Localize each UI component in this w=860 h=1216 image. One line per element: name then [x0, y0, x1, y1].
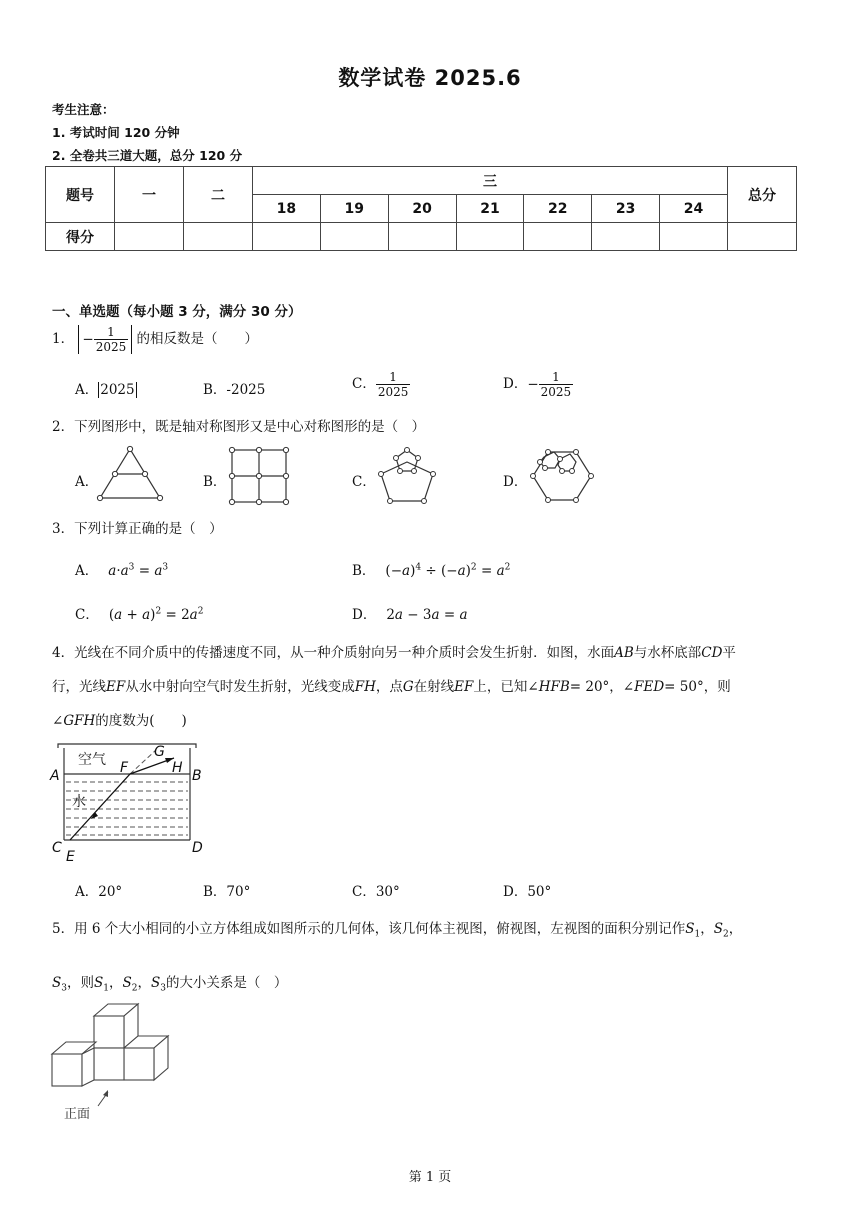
header-part1: 一 [115, 167, 184, 223]
score-cell[interactable] [660, 223, 728, 251]
notice-heading: 考生注意： [52, 102, 115, 117]
score-cell[interactable] [728, 223, 797, 251]
label-b: B [192, 768, 202, 784]
option-b[interactable]: B．70° [203, 884, 251, 900]
header-q18: 18 [253, 195, 321, 223]
option-a[interactable]: A． [75, 474, 99, 490]
option-a[interactable] [75, 378, 137, 398]
header-q24: 24 [660, 195, 728, 223]
option-a[interactable]: A．20° [75, 884, 123, 900]
label-e: E [66, 849, 75, 865]
notice-item: 2. 全卷共三道大题，总分 120 分 [52, 148, 243, 163]
label-front: 正面 [64, 1107, 91, 1122]
option-a[interactable]: A． $a\cdot a^3 = a^3$ [75, 562, 169, 579]
label-h: H [172, 760, 183, 776]
score-cell[interactable] [388, 223, 456, 251]
option-label: C． [75, 607, 99, 623]
option-c[interactable]: C． $(a + a)^2 = 2a^2$ [75, 606, 204, 623]
score-cell[interactable] [184, 223, 253, 251]
numerator: 1 [376, 370, 411, 385]
header-total: 总分 [728, 167, 797, 223]
header-q21: 21 [456, 195, 524, 223]
q5-line-1: 5．用 6 个大小相同的小立方体组成如图所示的几何体，该几何体主视图，俯视图，左视图的面积分别记作$S_1$，$S_2$， [52, 921, 743, 940]
q4-line-3: ∠GFH的度数为( ) [52, 713, 187, 729]
question-text: 的相反数是（ ） [136, 331, 259, 347]
figure-triangle [96, 445, 164, 503]
score-table [45, 166, 797, 251]
score-cell[interactable] [320, 223, 388, 251]
option-label: B． [352, 563, 376, 579]
score-cell[interactable] [253, 223, 321, 251]
q4-line-2: 行，光线EF从水中射向空气时发生折射，光线变成FH，点G在射线EF上，已知∠HFB= 20°，∠FED= 50°，则 [52, 679, 731, 695]
row-score-label: 得分 [46, 223, 115, 251]
score-cell[interactable] [115, 223, 184, 251]
q4-line-1: 4．光线在不同介质中的传播速度不同，从一种介质射向另一种介质时会发生折射．如图，水面AB与水杯底部CD平 [52, 645, 736, 661]
figure-cubes [48, 1002, 188, 1127]
option-label: A． [75, 563, 99, 579]
label-f: F [120, 760, 129, 776]
header-q20: 20 [388, 195, 456, 223]
denominator: 2025 [377, 385, 409, 399]
figure-grid [228, 446, 290, 506]
q5-line-2: $S_3$，则$S_1$，$S_2$，$S_3$的大小关系是（ ） [52, 974, 288, 994]
option-label: D． [352, 607, 377, 623]
page-title: 数学试卷 2025.6 [338, 66, 522, 90]
figure-refraction [48, 740, 208, 866]
notice-item: 1. 考试时间 120 分钟 [52, 125, 180, 140]
abs-value: − $\frac{1}{2025}$ [78, 325, 132, 354]
option-d[interactable]: D．− $\frac{1}{2025}$ [503, 370, 572, 399]
question-3: 3．下列计算正确的是（ ） [52, 521, 223, 537]
option-b[interactable]: B． [203, 474, 227, 490]
header-part3: 三 [253, 167, 728, 195]
header-q19: 19 [320, 195, 388, 223]
option-d[interactable]: D．50° [503, 884, 552, 900]
option-b[interactable]: B．-2025 [203, 382, 266, 398]
figure-pentagons [376, 446, 438, 506]
denominator: 2025 [95, 340, 127, 354]
label-water: 水 [72, 794, 86, 810]
option-b[interactable]: B． $(-a)^4 \div (-a)^2 = a^2$ [352, 562, 511, 579]
header-q23: 23 [592, 195, 660, 223]
header-q22: 22 [524, 195, 592, 223]
option-label: A． [75, 382, 99, 398]
question-number: 1． [52, 331, 75, 347]
numerator: 1 [94, 325, 129, 340]
score-cell[interactable] [524, 223, 592, 251]
option-c[interactable]: C．30° [352, 884, 400, 900]
header-question: 题号 [46, 167, 115, 223]
option-value: 2025 [100, 382, 135, 398]
option-label: D． [503, 376, 528, 392]
question-1 [52, 325, 258, 354]
denominator: 2025 [540, 385, 572, 399]
option-c[interactable]: C． [352, 474, 376, 490]
label-c: C [52, 840, 62, 856]
score-cell[interactable] [592, 223, 660, 251]
option-d[interactable]: D． [503, 474, 528, 490]
option-c[interactable] [352, 370, 410, 399]
label-air: 空气 [78, 752, 106, 768]
score-cell[interactable] [456, 223, 524, 251]
numerator: 1 [539, 370, 574, 385]
label-d: D [192, 840, 203, 856]
figure-hexagons [528, 444, 596, 506]
label-a: A [50, 768, 60, 784]
question-2: 2．下列图形中，既是轴对称图形又是中心对称图形的是（ ） [52, 419, 426, 435]
question-4 [52, 636, 812, 738]
label-g: G [154, 744, 165, 760]
option-label: C． [352, 376, 376, 392]
page-footer: 第 1 页 [408, 1170, 452, 1185]
question-5 [52, 912, 812, 1005]
header-part2: 二 [184, 167, 253, 223]
section-heading: 一、单选题（每小题 3 分，满分 30 分） [52, 304, 302, 320]
option-d[interactable]: D． 2a − 3a = a [352, 607, 468, 623]
